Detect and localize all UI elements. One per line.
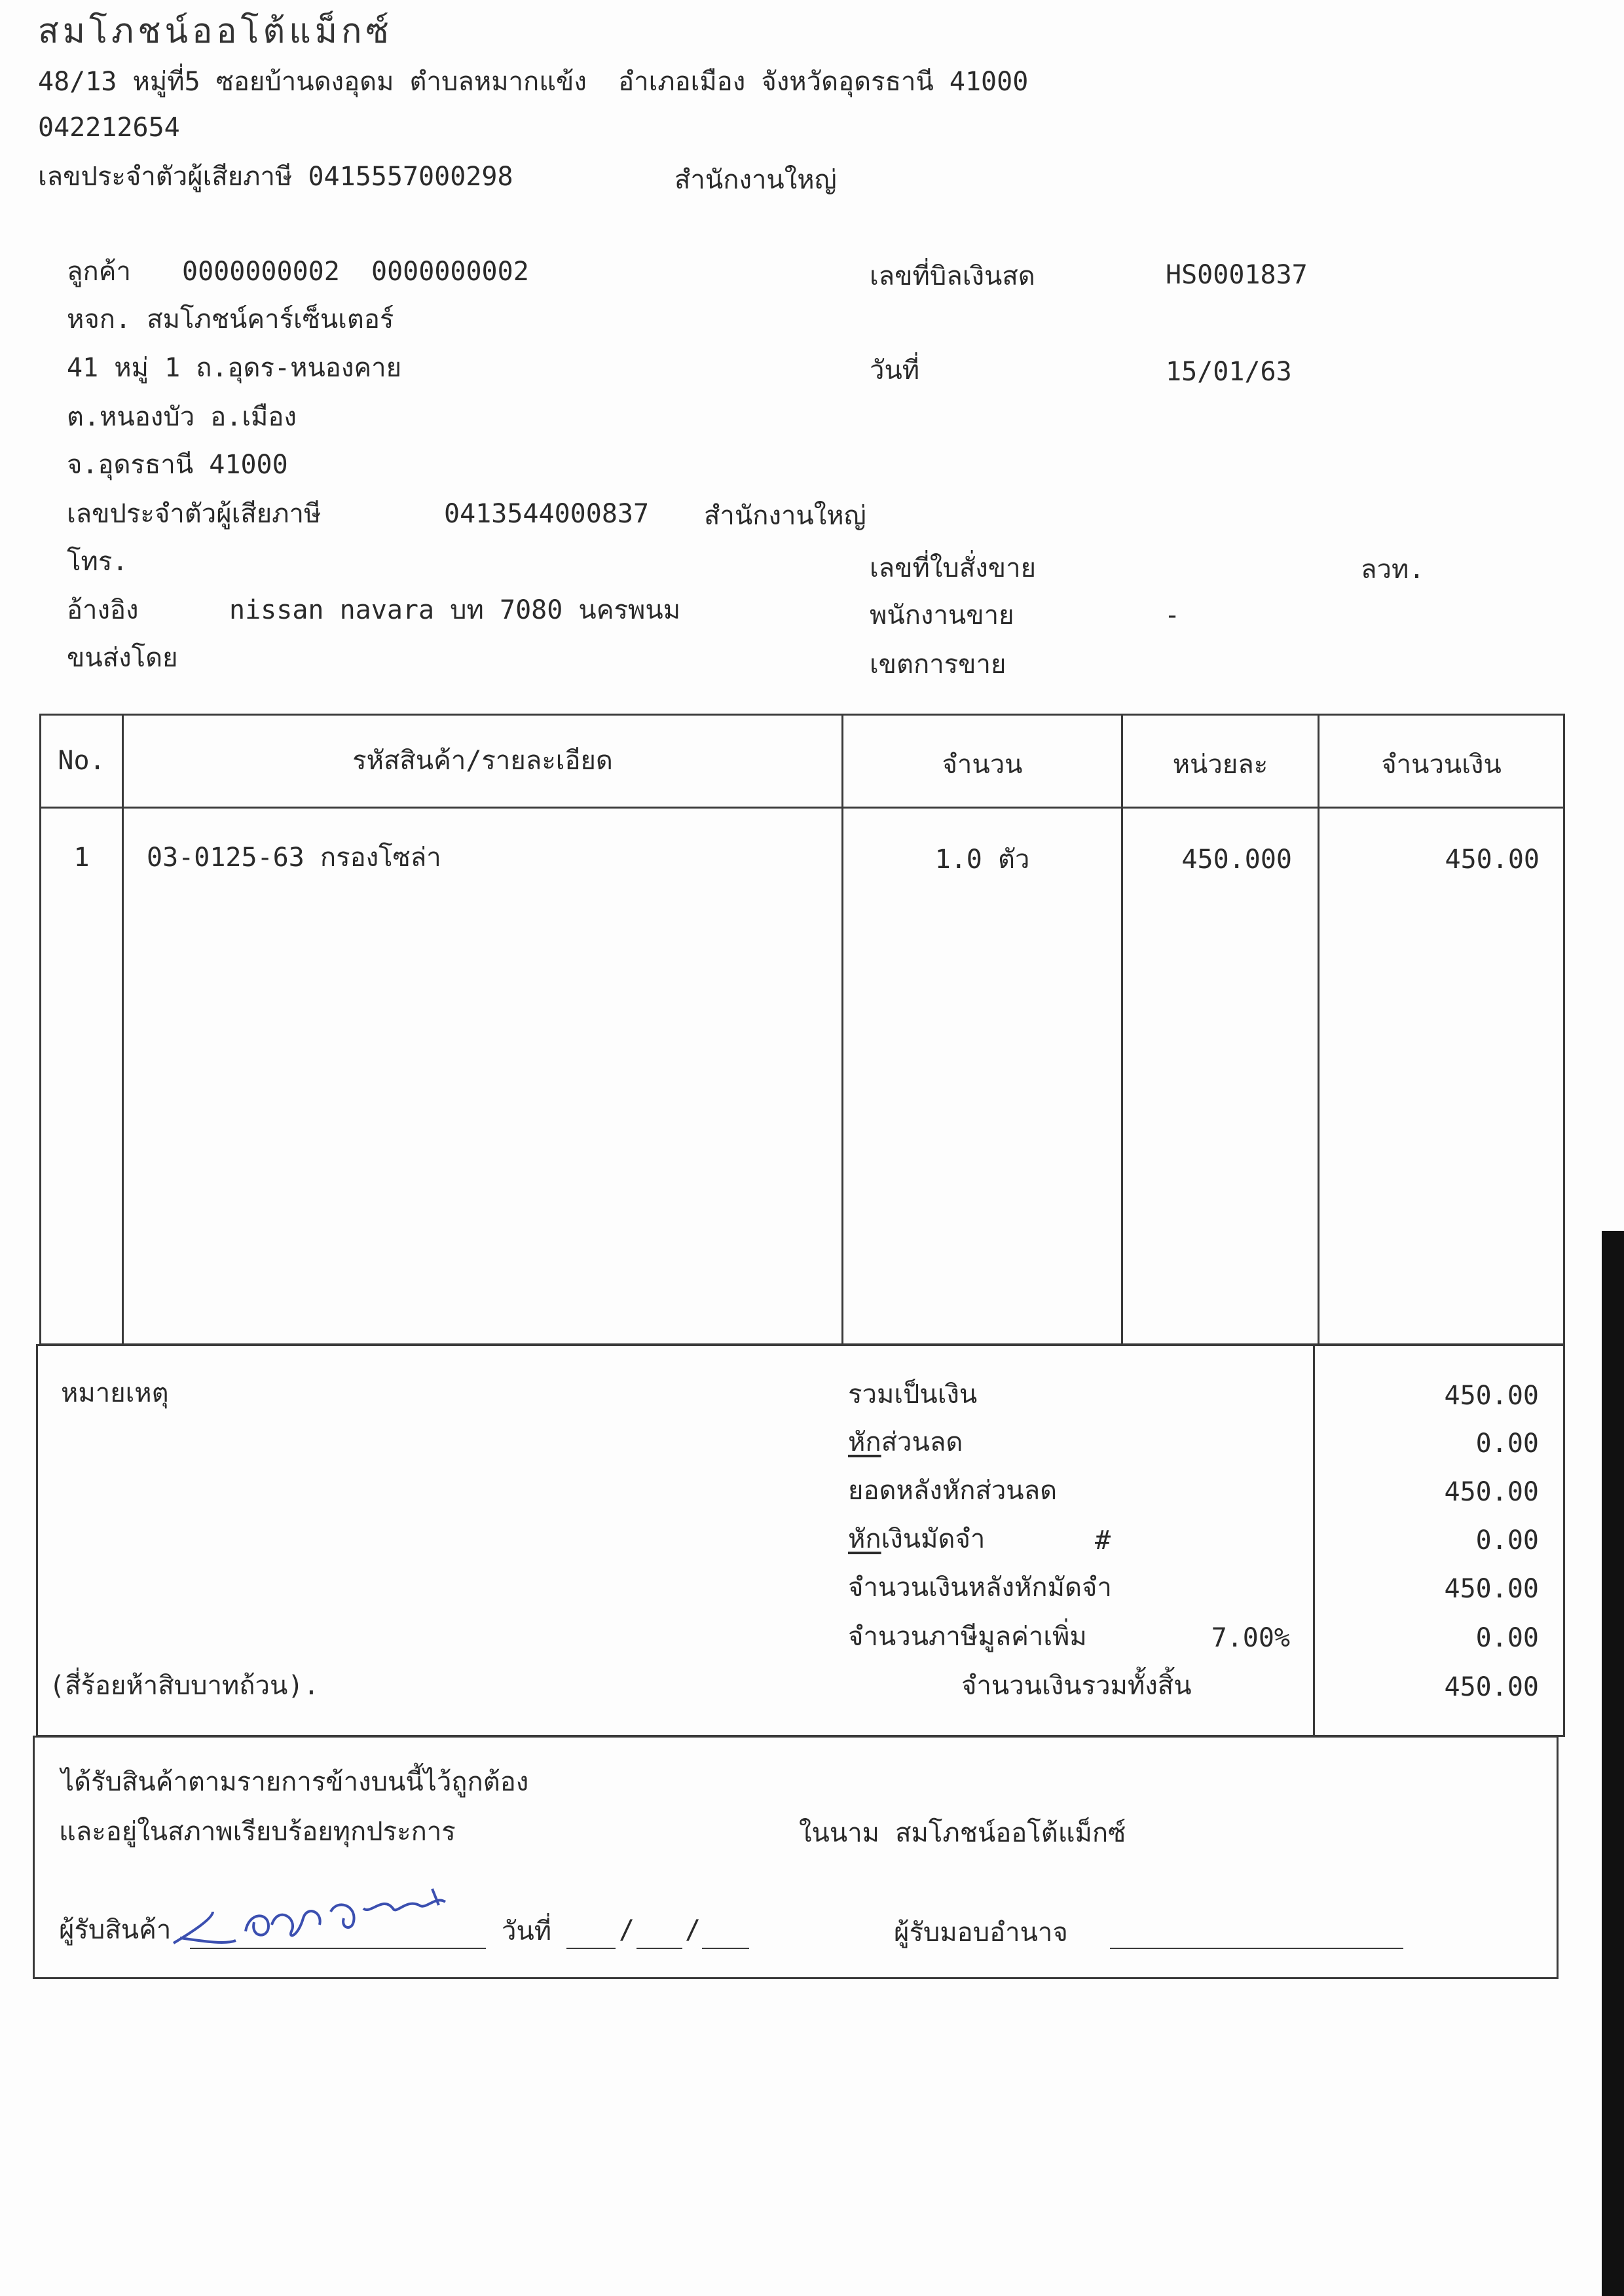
row-unit-price: 450.000 bbox=[1181, 845, 1292, 875]
customer-address-1: 41 หมู่ 1 ถ.อุดร-หนองคาย bbox=[67, 353, 402, 383]
after-discount-label: ยอดหลังหักส่วนลด bbox=[848, 1476, 1058, 1506]
receive-date-label: วันที่ bbox=[502, 1916, 552, 1946]
date-blank-day bbox=[566, 1948, 616, 1949]
discount-label: หักส่วนลด bbox=[848, 1427, 963, 1457]
deposit-hash: # bbox=[1095, 1525, 1111, 1556]
date-blank-month bbox=[637, 1948, 682, 1949]
salesperson-value: - bbox=[1164, 600, 1181, 630]
customer-label: ลูกค้า bbox=[67, 257, 131, 287]
bill-number-label: เลขที่บิลเงินสด bbox=[870, 261, 1035, 291]
after-discount-value: 450.00 bbox=[1444, 1477, 1539, 1507]
on-behalf-of: ในนาม สมโภชน์ออโต้แม็กซ์ bbox=[799, 1818, 1126, 1848]
row-no: 1 bbox=[73, 843, 90, 873]
reference-value: nissan navara บท 7080 นครพนม bbox=[229, 595, 681, 625]
header-no: No. bbox=[58, 746, 105, 776]
column-divider bbox=[1121, 714, 1123, 1345]
column-divider bbox=[841, 714, 843, 1345]
company-address: 48/13 หมู่ที่5 ซอยบ้านดงอุดม ตำบลหมากแข้ง อำเภอเมือง จังหวัดอุดรธานี 41000 bbox=[38, 67, 1029, 97]
company-branch: สำนักงานใหญ่ bbox=[674, 165, 837, 195]
customer-name: หจก. สมโภชน์คาร์เซ็นเตอร์ bbox=[67, 304, 394, 335]
date-blank-year bbox=[702, 1948, 749, 1949]
row-quantity: 1.0 ตัว bbox=[934, 845, 1030, 875]
customer-code: 0000000002 0000000002 bbox=[182, 257, 529, 287]
receiver-label: ผู้รับสินค้า bbox=[59, 1915, 172, 1945]
table-header-divider bbox=[39, 807, 1565, 809]
customer-address-2: ต.หนองบัว อ.เมือง bbox=[67, 402, 297, 432]
grand-total-value: 450.00 bbox=[1444, 1672, 1539, 1702]
grand-total-label: จำนวนเงินรวมทั้งสิ้น bbox=[961, 1671, 1192, 1701]
customer-tax-label: เลขประจำตัวผู้เสียภาษี bbox=[67, 499, 322, 529]
subtotal-value: 450.00 bbox=[1444, 1381, 1539, 1411]
received-line-2: และอยู่ในสภาพเรียบร้อยทุกประการ bbox=[59, 1817, 456, 1847]
shipping-label: ขนส่งโดย bbox=[67, 643, 178, 673]
sales-area-label: เขตการขาย bbox=[870, 649, 1006, 680]
company-phone: 042212654 bbox=[38, 113, 180, 143]
amount-in-words: (สี่ร้อยห้าสิบบาทถ้วน). bbox=[49, 1671, 320, 1701]
scan-edge bbox=[1602, 1231, 1624, 2296]
reference-label: อ้างอิง bbox=[67, 595, 139, 625]
vat-rate: 7.00% bbox=[1211, 1623, 1290, 1653]
authorized-label: ผู้รับมอบอำนาจ bbox=[894, 1918, 1068, 1948]
after-deposit-label: จำนวนเงินหลังหักมัดจำ bbox=[848, 1573, 1112, 1603]
received-line-1: ได้รับสินค้าตามรายการข้างบนนี้ไว้ถูกต้อง bbox=[61, 1767, 529, 1797]
header-description: รหัสสินค้า/รายละเอียด bbox=[352, 746, 613, 776]
after-deposit-value: 450.00 bbox=[1444, 1574, 1539, 1604]
vat-label: จำนวนภาษีมูลค่าเพิ่ม bbox=[848, 1622, 1087, 1652]
header-unit-price: หน่วยละ bbox=[1172, 750, 1268, 780]
customer-address-3: จ.อุดรธานี 41000 bbox=[67, 450, 288, 480]
column-divider bbox=[1318, 714, 1320, 1345]
sales-order-label: เลขที่ใบสั่งขาย bbox=[870, 553, 1037, 583]
row-description: 03-0125-63 กรองโซล่า bbox=[147, 843, 441, 873]
header-quantity: จำนวน bbox=[942, 750, 1023, 780]
customer-tax-id: 0413544000837 bbox=[444, 499, 650, 529]
authorized-signature-line bbox=[1110, 1948, 1403, 1949]
date-label: วันที่ bbox=[870, 355, 920, 386]
discount-value: 0.00 bbox=[1475, 1429, 1539, 1459]
column-divider bbox=[122, 714, 124, 1345]
row-amount: 450.00 bbox=[1445, 845, 1540, 875]
vat-value: 0.00 bbox=[1475, 1623, 1539, 1653]
header-amount: จำนวนเงิน bbox=[1381, 750, 1502, 780]
handwritten-signature bbox=[167, 1886, 475, 1951]
subtotal-label: รวมเป็นเงิน bbox=[848, 1379, 978, 1410]
deposit-value: 0.00 bbox=[1475, 1525, 1539, 1556]
salesperson-label: พนักงานขาย bbox=[870, 600, 1014, 630]
customer-phone-label: โทร. bbox=[67, 547, 128, 577]
customer-branch: สำนักงานใหญ่ bbox=[704, 501, 866, 531]
invoice-date: 15/01/63 bbox=[1166, 357, 1292, 387]
summary-divider bbox=[1313, 1344, 1315, 1737]
date-slash: / bbox=[619, 1915, 635, 1945]
remark-label: หมายเหตุ bbox=[61, 1378, 169, 1408]
company-name: สมโภชน์ออโต้แม็กซ์ bbox=[38, 12, 393, 51]
date-slash: / bbox=[685, 1915, 701, 1945]
bill-number: HS0001837 bbox=[1166, 260, 1308, 290]
sales-order-value: ลวท. bbox=[1361, 555, 1425, 585]
company-tax-id: เลขประจำตัวผู้เสียภาษี 0415557000298 bbox=[38, 162, 513, 192]
deposit-label: หักเงินมัดจำ bbox=[848, 1524, 986, 1554]
